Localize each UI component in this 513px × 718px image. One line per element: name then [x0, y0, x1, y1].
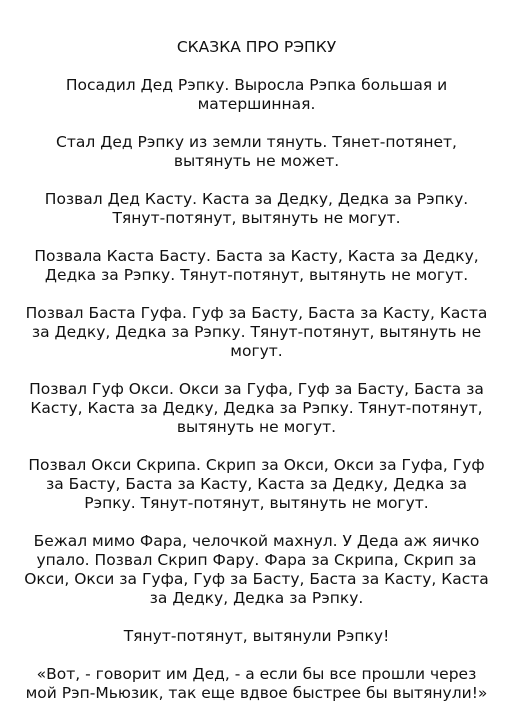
document-title: СКАЗКА ПРО РЭПКУ: [176, 38, 337, 56]
paragraph-1: Посадил Дед Рэпку. Выросла Рэпка большая и матершинная.: [65, 76, 448, 113]
paragraph-6: Позвал Гуф Окси. Окси за Гуфа, Гуф за Басту, Баста за Касту, Каста за Дедку, Дедка за Рэпку. Тянут-потянут, вытянуть не могут.: [29, 380, 484, 436]
paragraph-2: Стал Дед Рэпку из земли тянуть. Тянет-потянет, вытянуть не может.: [56, 133, 457, 170]
paragraph-4: Позвала Каста Басту. Баста за Касту, Каста за Дедку, Дедка за Рэпку. Тянут-потянут, вытянуть не могут.: [34, 247, 479, 284]
paragraph-10: «Вот, - говорит им Дед, - а если бы все прошли через мой Рэп-Мьюзик, так еще вдвое быстрее бы вытянули!»: [25, 665, 488, 702]
paragraph-3: Позвал Дед Касту. Каста за Дедку, Дедка за Рэпку. Тянут-потянут, вытянуть не могут.: [44, 190, 469, 227]
paragraph-7: Позвал Окси Скрипа. Скрип за Окси, Окси за Гуфа, Гуф за Басту, Баста за Касту, Каста за Дедку, Дедка за Рэпку. Тянут-потянут, вытянуть не могут.: [28, 456, 485, 512]
paragraph-9: Тянут-потянут, вытянули Рэпку!: [123, 627, 390, 645]
paragraph-8: Бежал мимо Фара, челочкой махнул. У Деда аж яичко упало. Позвал Скрип Фару. Фара за Скрипа, Скрип за Окси, Окси за Гуфа, Гуф за Басту, Баста за Касту, Каста за Дедку, Дедка за Рэпку.: [24, 532, 489, 607]
paragraph-5: Позвал Баста Гуфа. Гуф за Басту, Баста за Касту, Каста за Дедку, Дедка за Рэпку. Тянут-потянут, вытянуть не могут.: [25, 304, 488, 360]
